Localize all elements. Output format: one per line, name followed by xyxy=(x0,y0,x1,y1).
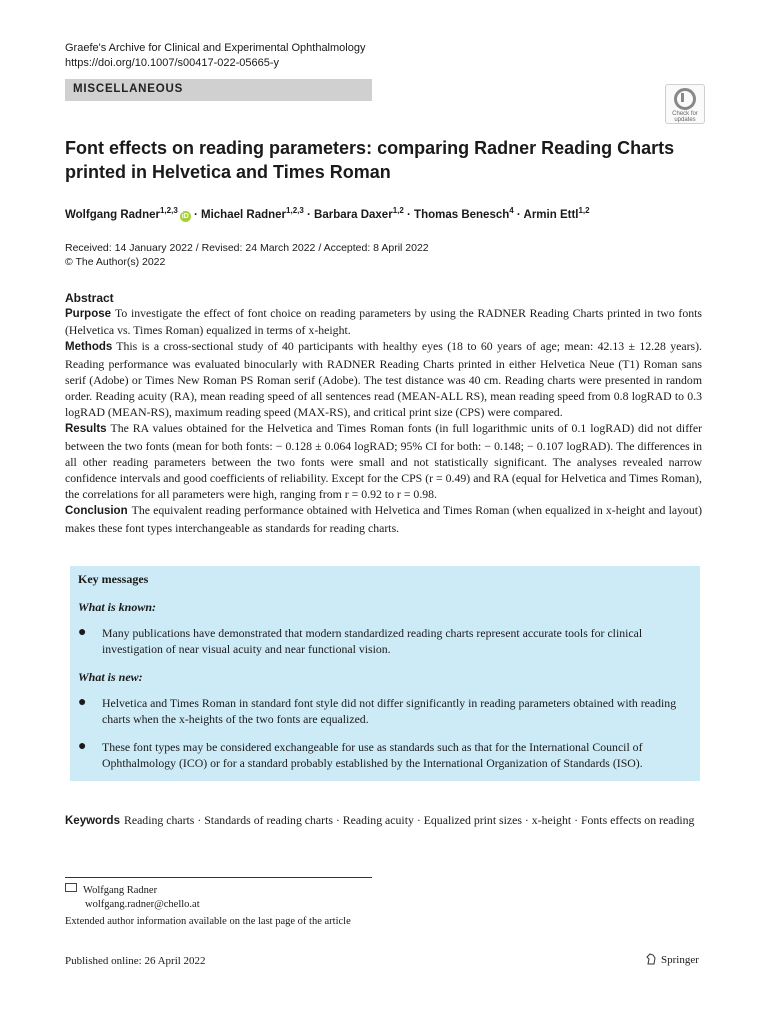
check-updates-icon xyxy=(674,88,696,110)
author-name: Michael Radner xyxy=(201,208,287,221)
author-separator: · xyxy=(513,208,524,221)
author-separator: · xyxy=(303,208,315,221)
abstract-purpose xyxy=(65,305,702,338)
correspondence xyxy=(65,883,200,912)
history-dates: Received: 14 January 2022 / Revised: 24 March 2022 / Accepted: 8 April 2022 xyxy=(65,242,429,254)
author-affiliation: 1,2 xyxy=(578,206,590,215)
doi-link[interactable]: https://doi.org/10.1007/s00417-022-05665-y xyxy=(65,57,280,69)
extended-author-info: Extended author information available on the last page of the article xyxy=(65,916,351,927)
author-separator: · xyxy=(403,208,415,221)
conclusion-label: Conclusion xyxy=(65,505,128,518)
section-banner xyxy=(65,79,372,101)
abstract-heading: Abstract xyxy=(65,291,114,305)
list-item-text: Helvetica and Times Roman in standard font style did not differ significantly in reading parameters obtained with reading charts when the x-heights of the two fonts are equalized. xyxy=(102,696,677,726)
list-item-text: These font types may be considered exchangeable for use as standards such as that for the International Council of Ophthalmology (ICO) or for a standard probably established by the International Organization of Standards (ISO). xyxy=(102,740,643,770)
keywords-text: Reading charts · Standards of reading charts · Reading acuity · Equalized print sizes · x-height · Fonts effects on reading xyxy=(123,813,695,827)
journal-header xyxy=(65,41,365,71)
author-list xyxy=(65,203,705,223)
bullet-icon: ● xyxy=(78,695,87,710)
keywords-label: Keywords xyxy=(65,815,120,827)
author-affiliation: 1,2,3 xyxy=(159,206,178,215)
results-text: The RA values obtained for the Helvetica and Times Roman fonts (in full logarithmic units of 0.1 logRAD) did not differ between the two fonts (mean for both fonts: − 0.128 ± 0.064 logRAD; 95% CI for both: − 0.148; − 0.107 logRAD). The differences in all other reading parameters between the two fonts were small and not statistically significant. The analyses revealed narrow confidence intervals and good coefficients of reliability. Except for the CPS (r = 0.49) and RA (equal for Helvetica and Times Roman), the correlations for all parameters were high, ranging from r = 0.92 to r = 0.98. xyxy=(65,421,702,502)
abstract-body xyxy=(65,305,702,536)
footnote-divider xyxy=(65,877,372,878)
journal-name: Graefe's Archive for Clinical and Experimental Ophthalmology xyxy=(65,42,366,54)
conclusion-text: The equivalent reading performance obtained with Helvetica and Times Roman (when equalized in x-height and layout) makes these font types interchangeable as standards for reading charts. xyxy=(65,503,702,535)
envelope-icon xyxy=(65,883,77,892)
results-label: Results xyxy=(65,423,107,436)
author-name: Thomas Benesch xyxy=(414,208,510,221)
article-dates xyxy=(65,241,429,269)
list-item-text: Many publications have demonstrated that modern standardized reading charts represent accurate tools for clinical investigation of near visual acuity and near functional vision. xyxy=(102,626,643,656)
known-heading: What is known: xyxy=(78,600,157,614)
author-name: Wolfgang Radner xyxy=(65,208,160,221)
abstract-results xyxy=(65,420,702,502)
publisher-name: Springer xyxy=(661,954,699,966)
bullet-icon: ● xyxy=(78,625,87,640)
list-item xyxy=(78,739,693,771)
purpose-text: To investigate the effect of font choice on reading parameters by using the RADNER Reading Charts printed in two fonts (Helvetica vs. Times Roman) equalized in terms of x-height. xyxy=(65,306,702,338)
check-for-updates-badge[interactable] xyxy=(665,84,705,124)
abstract-conclusion xyxy=(65,502,702,535)
orcid-icon[interactable]: iD xyxy=(181,212,189,220)
methods-text: This is a cross-sectional study of 40 participants with healthy eyes (18 to 60 years of age; mean: 42.13 ± 12.28 years). Reading performance was evaluated binocularly with RADNER Reading Charts printed in either Helvetica Neue (T1) Roman sans serif (Adobe) or Times New Roman PS Roman serif (Adobe). The test distance was 40 cm. Reading charts were presented in random order. Reading acuity (RA), mean reading speed of all sentences read (MEAN-ALL RS), mean reading speed from 0.8 logRAD to 0.3 logRAD (MEAN-RS), maximum reading speed (MAX-RS), and critical print size (CPS) were compared. xyxy=(65,339,702,420)
copyright: © The Author(s) 2022 xyxy=(65,256,166,268)
keywords xyxy=(65,812,702,830)
purpose-label: Purpose xyxy=(65,308,112,320)
published-date: Published online: 26 April 2022 xyxy=(65,955,206,967)
list-item xyxy=(78,695,693,727)
section-label: MISCELLANEOUS xyxy=(73,83,184,95)
author-affiliation: 1,2 xyxy=(392,206,404,215)
author-name: Barbara Daxer xyxy=(314,208,393,221)
author-separator: · xyxy=(190,208,202,221)
new-heading: What is new: xyxy=(78,670,143,684)
abstract-methods xyxy=(65,338,702,420)
article-title: Font effects on reading parameters: comparing Radner Reading Charts printed in Helvetica and Times Roman xyxy=(65,138,675,182)
key-messages-heading: Key messages xyxy=(78,572,149,586)
corresponding-email[interactable]: wolfgang.radner@chello.at xyxy=(85,899,200,910)
check-updates-label: Check for updates xyxy=(672,111,698,123)
key-messages-box xyxy=(70,566,700,781)
springer-horse-icon xyxy=(645,953,657,965)
list-item xyxy=(78,625,693,657)
author-affiliation: 4 xyxy=(509,206,514,215)
corresponding-author: Wolfgang Radner xyxy=(83,885,158,896)
author-name: Armin Ettl xyxy=(523,208,579,221)
bullet-icon: ● xyxy=(78,739,87,754)
author-affiliation: 1,2,3 xyxy=(286,206,304,215)
methods-label: Methods xyxy=(65,341,113,354)
publisher-logo xyxy=(645,953,699,966)
